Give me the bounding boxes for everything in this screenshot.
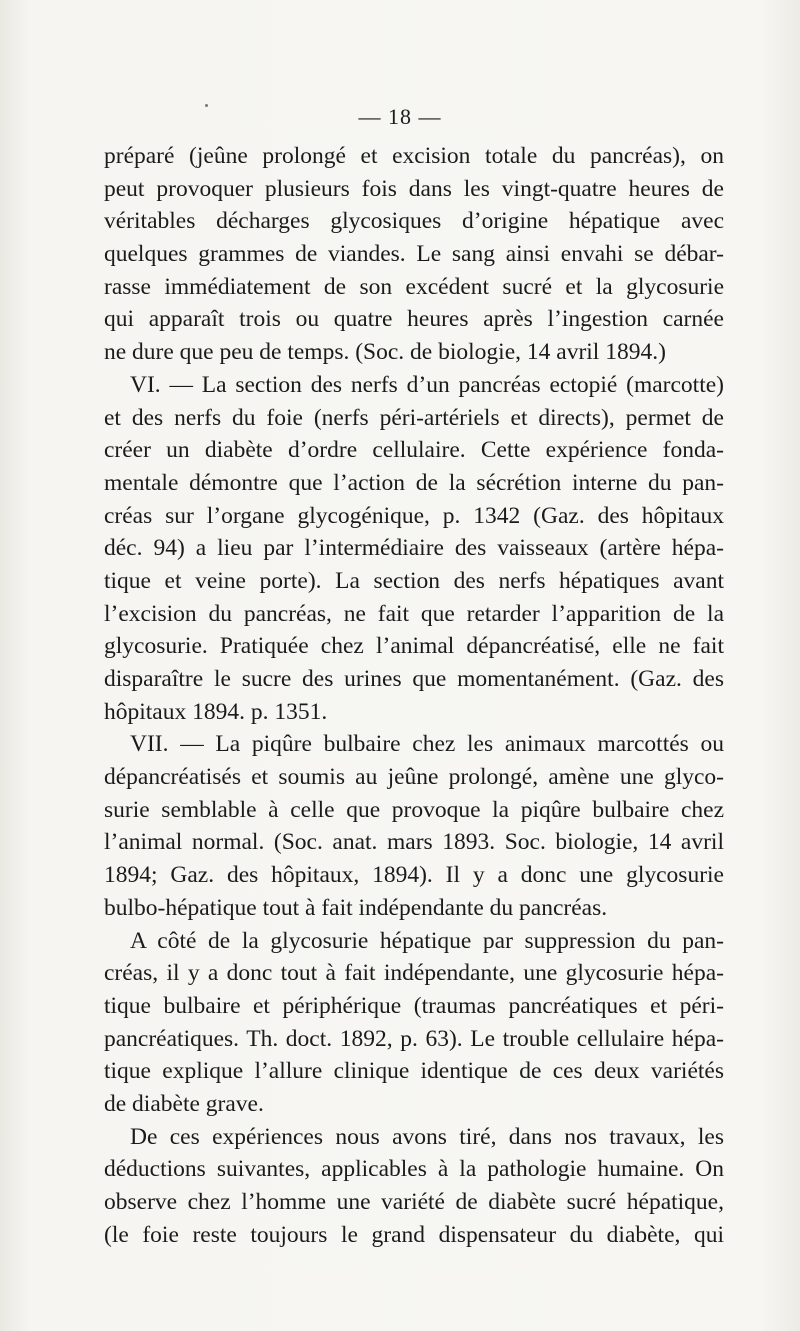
- text-line: dépancréatisés et soumis au jeûne prolongé, amène une glyco-: [104, 764, 724, 791]
- text-line: créas sur l’organe glycogénique, p. 1342 (Gaz. des hôpitaux: [104, 502, 724, 529]
- text-line: glycosurie. Pratiquée chez l’animal dépancréatisé, elle ne fait: [104, 633, 724, 660]
- text-line: préparé (jeûne prolongé et excision totale du pancréas), on: [104, 143, 724, 169]
- text-line: l’excision du pancréas, ne fait que retarder l’apparition de la: [104, 600, 724, 627]
- text-line: déductions suivantes, applicables à la pathologie humaine. On: [104, 1156, 724, 1183]
- text-line: quelques grammes de viandes. Le sang ainsi envahi se débar-: [104, 241, 724, 268]
- text-line: disparaître le sucre des urines que momentanément. (Gaz. des: [104, 666, 724, 692]
- text-line: (le foie reste toujours le grand dispensateur du diabète, qui: [104, 1221, 724, 1248]
- text-line: bulbo-hépatique tout à fait indépendante du pancréas.: [104, 894, 608, 921]
- page-number: — 18 —: [358, 104, 442, 129]
- text-line: qui apparaît trois ou quatre heures après l’ingestion carnée: [104, 306, 724, 333]
- text-line: créas, il y a donc tout à fait indépendante, une glycosurie hépa-: [104, 960, 724, 987]
- text-line: ne dure que peu de temps. (Soc. de biologie, 14 avril 1894.): [104, 339, 666, 366]
- text-line: observe chez l’homme une variété de diabète sucré hépatique,: [104, 1189, 724, 1215]
- text-line: peut provoquer plusieurs fois dans les vingt-quatre heures de: [104, 175, 724, 202]
- text-line: et des nerfs du foie (nerfs péri-artériels et directs), permet de: [104, 404, 724, 431]
- text-line: mentale démontre que l’action de la sécrétion interne du pan-: [104, 469, 724, 496]
- body-text: [104, 140, 724, 1251]
- text-line: De ces expériences nous avons tiré, dans nos travaux, les: [130, 1123, 724, 1150]
- text-line: rasse immédiatement de son excédent sucré et la glycosurie: [104, 273, 724, 300]
- text-line: tique bulbaire et périphérique (traumas pancréatiques et péri-: [104, 992, 724, 1019]
- text-line: A côté de la glycosurie hépatique par suppression du pan-: [130, 927, 724, 954]
- text-line: tique et veine porte). La section des nerfs hépatiques avant: [104, 567, 724, 594]
- text-line: créer un diabète d’ordre cellulaire. Cette expérience fonda-: [104, 437, 724, 464]
- text-line: de diabète grave.: [104, 1090, 264, 1117]
- text-line: tique explique l’allure clinique identique de ces deux variétés: [104, 1058, 724, 1085]
- text-line: hôpitaux 1894. p. 1351.: [104, 698, 328, 725]
- text-line: pancréatiques. Th. doct. 1892, p. 63). Le trouble cellulaire hépa-: [104, 1025, 724, 1052]
- text-line: VI. — La section des nerfs d’un pancréas ectopié (marcotte): [130, 371, 724, 398]
- text-line: l’animal normal. (Soc. anat. mars 1893. Soc. biologie, 14 avril: [104, 829, 724, 856]
- text-line: 1894; Gaz. des hôpitaux, 1894). Il y a donc une glycosurie: [104, 862, 724, 889]
- text-line: VII. — La piqûre bulbaire chez les animaux marcottés ou: [130, 731, 724, 758]
- text-line: surie semblable à celle que provoque la piqûre bulbaire chez: [104, 796, 724, 823]
- text-line: déc. 94) a lieu par l’intermédiaire des vaisseaux (artère hépa-: [104, 535, 724, 562]
- text-line: véritables décharges glycosiques d’origine hépatique avec: [104, 208, 724, 235]
